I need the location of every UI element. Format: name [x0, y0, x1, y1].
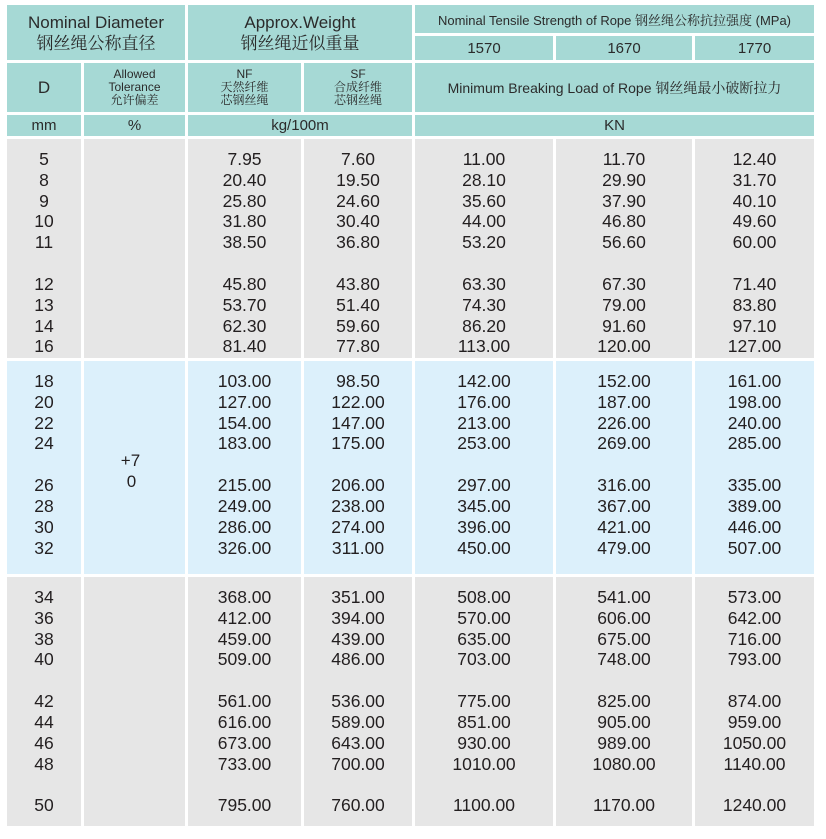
col-weight-nf-group-3 [188, 577, 301, 826]
table-cell-d: 9 [39, 190, 49, 211]
grade-1570-label: 1570 [467, 39, 501, 57]
col-diameter-group-3 [7, 577, 81, 826]
table-cell-nf: 509.00 [217, 649, 272, 670]
sf-code: SF [350, 67, 366, 81]
header-grade-1570 [415, 36, 553, 60]
table-cell-nf: 616.00 [217, 711, 272, 732]
table-cell-d: 16 [34, 336, 54, 357]
table-cell-nf: 25.80 [222, 190, 267, 211]
table-cell-l1670: 989.00 [597, 732, 651, 753]
table-cell-l1570: 345.00 [457, 495, 511, 516]
unit-kn [415, 115, 814, 136]
unit-percent-label: % [127, 117, 142, 134]
nf-zh1: 天然纤维 [220, 80, 269, 94]
table-cell-nf: 53.70 [222, 294, 267, 315]
col-weight-sf-group-1 [304, 139, 412, 358]
table-cell-sf: 51.40 [336, 294, 380, 315]
table-cell-l1570: 74.30 [462, 294, 506, 315]
col-weight-sf-group-3 [304, 577, 412, 826]
header-sf [304, 63, 412, 112]
table-cell-l1770: 127.00 [727, 336, 782, 357]
col-weight-nf-group-1 [188, 139, 301, 358]
table-cell-d: 18 [34, 371, 54, 391]
table-cell-l1570: 775.00 [457, 691, 511, 712]
table-cell-l1570: 297.00 [457, 475, 511, 496]
header-approx-weight [188, 5, 412, 60]
nf-zh2: 芯钢丝绳 [220, 93, 269, 107]
unit-mm [7, 115, 81, 136]
table-cell-l1570: 28.10 [462, 169, 506, 190]
table-cell-sf: 175.00 [331, 433, 385, 454]
table-cell-nf: 7.95 [227, 149, 262, 169]
table-cell-l1670: 11.70 [602, 149, 646, 169]
table-cell-d: 42 [34, 691, 54, 712]
table-cell-l1770: 959.00 [727, 711, 782, 732]
sf-zh1: 合成纤维 [333, 80, 382, 94]
table-cell-l1670: 1080.00 [592, 753, 656, 774]
table-cell-l1770: 12.40 [732, 149, 777, 169]
table-cell-l1670: 675.00 [597, 628, 651, 649]
table-cell-nf: 215.00 [217, 475, 272, 496]
table-cell-sf: 274.00 [331, 516, 385, 537]
table-cell-l1570: 44.00 [462, 211, 506, 232]
table-cell-l1670: 37.90 [602, 190, 646, 211]
table-cell-sf: 643.00 [331, 732, 385, 753]
table-cell-l1770: 40.10 [732, 190, 777, 211]
table-cell-l1770: 1140.00 [723, 753, 786, 774]
table-cell-l1770: 573.00 [727, 587, 782, 607]
table-cell-l1670: 606.00 [597, 607, 651, 628]
nf-code: NF [236, 67, 253, 81]
table-cell-l1770: 642.00 [727, 607, 782, 628]
table-cell-d: 8 [39, 169, 49, 190]
table-cell-sf: 700.00 [331, 753, 385, 774]
approx-weight-en: Approx.Weight [244, 12, 356, 32]
table-cell-l1570: 35.60 [462, 190, 506, 211]
table-cell-l1670: 120.00 [597, 336, 651, 357]
table-cell-l1570: 450.00 [457, 537, 511, 558]
table-cell-d: 30 [34, 516, 54, 537]
table-cell-nf: 459.00 [217, 628, 272, 649]
table-cell-nf: 45.80 [222, 273, 267, 294]
table-cell-l1670: 226.00 [597, 412, 651, 433]
table-cell-sf: 59.60 [336, 315, 380, 336]
table-cell-l1570: 53.20 [462, 232, 506, 253]
table-cell-nf: 733.00 [217, 753, 272, 774]
table-cell-d: 10 [34, 211, 54, 232]
table-cell-d: 22 [34, 412, 54, 433]
table-cell-l1570: 930.00 [457, 732, 511, 753]
min-breaking-load-label: Minimum Breaking Load of Rope 钢丝绳最小破断拉力 [447, 79, 782, 96]
table-cell-l1670: 316.00 [597, 475, 651, 496]
table-cell-d: 38 [34, 628, 54, 649]
table-cell-l1570: 86.20 [462, 315, 506, 336]
tolerance-value [84, 361, 185, 574]
col-load-1570-group-1 [415, 139, 553, 358]
table-cell-d: 24 [34, 433, 54, 454]
table-cell-l1670: 541.00 [597, 587, 651, 607]
table-cell-l1570: 1100.00 [453, 795, 515, 816]
table-cell-d: 32 [34, 537, 54, 558]
table-cell-l1770: 198.00 [727, 391, 782, 412]
table-cell-sf: 536.00 [331, 691, 385, 712]
table-cell-l1770: 446.00 [727, 516, 782, 537]
table-cell-d: 36 [34, 607, 54, 628]
table-cell-sf: 98.50 [336, 371, 380, 391]
d-label: D [37, 77, 51, 97]
table-cell-d: 44 [34, 711, 54, 732]
table-cell-l1670: 748.00 [597, 649, 651, 670]
table-cell-sf: 589.00 [331, 711, 385, 732]
table-cell-l1670: 56.60 [602, 232, 646, 253]
table-cell-sf: 30.40 [336, 211, 380, 232]
header-grade-1670 [556, 36, 692, 60]
col-load-1770-group-1 [695, 139, 814, 358]
table-cell-l1770: 31.70 [732, 169, 777, 190]
table-cell-d: 40 [34, 649, 54, 670]
header-nominal-diameter [7, 5, 185, 60]
table-cell-d: 34 [34, 587, 54, 607]
table-cell-l1770: 60.00 [732, 232, 777, 253]
tolerance-en2: Tolerance [108, 80, 161, 94]
table-cell-l1770: 874.00 [727, 691, 782, 712]
table-cell-nf: 38.50 [222, 232, 267, 253]
table-cell-d: 46 [34, 732, 54, 753]
table-cell-d: 26 [34, 475, 54, 496]
table-cell-l1570: 213.00 [457, 412, 511, 433]
table-cell-l1670: 91.60 [602, 315, 646, 336]
table-cell-l1770: 1240.00 [722, 795, 787, 816]
table-cell-sf: 206.00 [331, 475, 385, 496]
table-cell-l1770: 507.00 [727, 537, 782, 558]
table-cell-sf: 77.80 [336, 336, 380, 357]
table-cell-sf: 36.80 [336, 232, 380, 253]
table-cell-l1570: 11.00 [462, 149, 506, 169]
table-cell-l1570: 508.00 [457, 587, 511, 607]
table-cell-sf: 439.00 [331, 628, 385, 649]
unit-kg-per-100m [188, 115, 412, 136]
table-cell-l1770: 71.40 [732, 273, 777, 294]
table-cell-nf: 154.00 [217, 412, 272, 433]
table-cell-sf: 486.00 [331, 649, 385, 670]
table-cell-sf: 394.00 [331, 607, 385, 628]
table-cell-l1770: 240.00 [727, 412, 782, 433]
col-diameter-group-1 [7, 139, 81, 358]
header-nf [188, 63, 301, 112]
grade-1670-label: 1670 [607, 39, 641, 57]
unit-mm-label: mm [31, 117, 57, 134]
table-cell-nf: 103.00 [217, 371, 272, 391]
table-cell-sf: 311.00 [331, 537, 385, 558]
table-cell-l1670: 29.90 [602, 169, 646, 190]
table-cell-l1570: 176.00 [457, 391, 511, 412]
col-tolerance-group-1 [84, 139, 185, 358]
header-grade-1770 [695, 36, 814, 60]
table-cell-sf: 351.00 [331, 587, 385, 607]
table-cell-l1770: 716.00 [727, 628, 782, 649]
table-cell-l1670: 67.30 [602, 273, 646, 294]
table-cell-l1670: 905.00 [597, 711, 651, 732]
nominal-diameter-zh: 钢丝绳公称直径 [36, 33, 156, 53]
header-d [7, 63, 81, 112]
table-cell-l1670: 187.00 [597, 391, 651, 412]
table-cell-sf: 122.00 [331, 391, 385, 412]
col-weight-sf-group-2 [304, 361, 412, 574]
table-cell-d: 50 [34, 795, 54, 816]
table-cell-l1570: 253.00 [457, 433, 511, 454]
table-cell-l1670: 367.00 [597, 495, 651, 516]
tensile-strength-label: Nominal Tensile Strength of Rope 钢丝绳公称抗拉强度 (MPa) [437, 12, 792, 28]
table-cell-nf: 62.30 [222, 315, 267, 336]
col-load-1670-group-3 [556, 577, 692, 826]
table-cell-nf: 249.00 [217, 495, 272, 516]
table-cell-nf: 795.00 [217, 795, 272, 816]
col-load-1770-group-3 [695, 577, 814, 826]
table-cell-d: 48 [34, 753, 54, 774]
table-cell-l1670: 46.80 [602, 211, 646, 232]
table-cell-sf: 19.50 [336, 169, 380, 190]
table-cell-l1770: 1050.00 [722, 732, 787, 753]
approx-weight-zh: 钢丝绳近似重量 [240, 33, 360, 53]
table-cell-l1670: 79.00 [602, 294, 646, 315]
table-cell-l1570: 113.00 [457, 336, 511, 357]
table-cell-sf: 760.00 [331, 795, 385, 816]
table-cell-nf: 81.40 [222, 336, 267, 357]
table-cell-nf: 412.00 [217, 607, 272, 628]
col-weight-nf-group-2 [188, 361, 301, 574]
table-cell-l1670: 421.00 [597, 516, 651, 537]
unit-weight-label: kg/100m [271, 117, 329, 134]
table-cell-d: 12 [34, 273, 54, 294]
table-cell-l1770: 389.00 [727, 495, 782, 516]
header-tensile-strength [415, 5, 814, 33]
table-cell-nf: 286.00 [217, 516, 272, 537]
table-cell-nf: 127.00 [217, 391, 272, 412]
table-cell-sf: 147.00 [331, 412, 385, 433]
table-cell-d: 28 [34, 495, 54, 516]
table-cell-l1770: 335.00 [727, 475, 782, 496]
unit-kn-label: KN [604, 117, 625, 134]
table-cell-sf: 238.00 [331, 495, 385, 516]
tolerance-en1: Allowed [113, 67, 156, 81]
header-min-breaking-load [415, 63, 814, 112]
table-cell-l1570: 1010.00 [452, 753, 516, 774]
tolerance-zh: 允许偏差 [110, 93, 159, 107]
table-cell-nf: 31.80 [222, 211, 267, 232]
table-cell-l1570: 396.00 [457, 516, 511, 537]
table-cell-d: 11 [34, 232, 54, 253]
col-load-1570-group-3 [415, 577, 553, 826]
table-cell-l1770: 793.00 [727, 649, 782, 670]
nominal-diameter-en: Nominal Diameter [27, 12, 165, 32]
table-cell-l1570: 142.00 [457, 371, 511, 391]
table-cell-d: 14 [34, 315, 54, 336]
unit-percent [84, 115, 185, 136]
col-tolerance-group-3 [84, 577, 185, 826]
table-cell-l1570: 703.00 [457, 649, 511, 670]
table-cell-l1770: 161.00 [727, 371, 782, 391]
table-cell-d: 20 [34, 391, 54, 412]
table-cell-d: 5 [39, 149, 49, 169]
table-cell-l1770: 49.60 [732, 211, 777, 232]
sf-zh2: 芯钢丝绳 [333, 93, 382, 107]
col-load-1770-group-2 [695, 361, 814, 574]
table-cell-nf: 326.00 [217, 537, 272, 558]
table-cell-l1770: 285.00 [727, 433, 782, 454]
header-allowed-tolerance [84, 63, 185, 112]
table-cell-l1770: 97.10 [732, 315, 777, 336]
table-cell-l1670: 152.00 [597, 371, 651, 391]
tolerance-zero: 0 [126, 471, 137, 491]
table-cell-d: 13 [34, 294, 54, 315]
table-cell-nf: 561.00 [217, 691, 272, 712]
col-diameter-group-2 [7, 361, 81, 574]
table-cell-l1570: 570.00 [457, 607, 511, 628]
table-cell-sf: 24.60 [336, 190, 380, 211]
table-cell-nf: 673.00 [217, 732, 272, 753]
table-cell-l1570: 851.00 [457, 711, 511, 732]
col-load-1570-group-2 [415, 361, 553, 574]
grade-1770-label: 1770 [737, 39, 772, 57]
col-load-1670-group-1 [556, 139, 692, 358]
table-cell-nf: 368.00 [217, 587, 272, 607]
col-load-1670-group-2 [556, 361, 692, 574]
table-cell-l1570: 63.30 [462, 273, 506, 294]
table-cell-l1670: 479.00 [597, 537, 651, 558]
tolerance-plus: +7 [120, 450, 141, 470]
table-cell-l1670: 825.00 [597, 691, 651, 712]
table-cell-l1770: 83.80 [732, 294, 777, 315]
table-cell-sf: 7.60 [340, 149, 376, 169]
table-cell-l1670: 1170.00 [593, 795, 655, 816]
table-cell-l1570: 635.00 [457, 628, 511, 649]
table-cell-l1670: 269.00 [597, 433, 651, 454]
table-cell-nf: 20.40 [222, 169, 267, 190]
table-cell-nf: 183.00 [217, 433, 272, 454]
table-cell-sf: 43.80 [336, 273, 380, 294]
